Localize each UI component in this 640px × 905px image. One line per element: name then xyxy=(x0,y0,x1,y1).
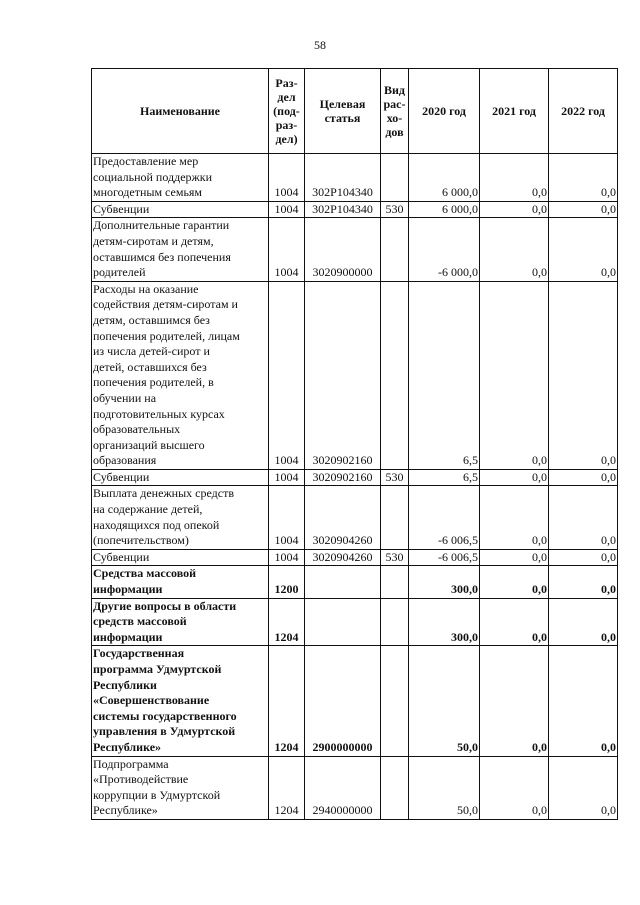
table-cell-2020: 6,5 xyxy=(409,281,480,469)
table-row xyxy=(92,566,618,598)
header-2020: 2020 год xyxy=(409,69,480,154)
table-cell-2020: -6 006,5 xyxy=(409,486,480,549)
table-cell-target: 3020904260 xyxy=(305,549,381,566)
table-cell-2021: 0,0 xyxy=(480,756,549,819)
table-cell-type: 530 xyxy=(381,469,409,486)
table-cell-target: 302P104340 xyxy=(305,201,381,218)
table-cell-target: 302P104340 xyxy=(305,154,381,202)
table-cell-2022: 0,0 xyxy=(549,201,618,218)
table-cell-section: 1004 xyxy=(269,281,305,469)
table-cell-section: 1004 xyxy=(269,154,305,202)
header-2022: 2022 год xyxy=(549,69,618,154)
table-cell-type xyxy=(381,566,409,598)
table-cell-2021: 0,0 xyxy=(480,201,549,218)
table-row xyxy=(92,469,618,486)
table-cell-name: Субвенции xyxy=(92,469,269,486)
table-row xyxy=(92,646,618,756)
table-cell-2021: 0,0 xyxy=(480,598,549,646)
table-header-row xyxy=(92,69,618,154)
table-cell-type xyxy=(381,154,409,202)
table-cell-2020: 6 000,0 xyxy=(409,201,480,218)
table-cell-target xyxy=(305,566,381,598)
table-cell-type xyxy=(381,756,409,819)
table-cell-section: 1204 xyxy=(269,598,305,646)
table-cell-2020: 300,0 xyxy=(409,566,480,598)
table-cell-type xyxy=(381,281,409,469)
table-cell-section: 1204 xyxy=(269,646,305,756)
header-section: Раз- дел (под- раз- дел) xyxy=(269,69,305,154)
table-cell-name: Средства массовой информации xyxy=(92,566,269,598)
table-cell-target: 3020900000 xyxy=(305,218,381,281)
table-cell-target: 3020902160 xyxy=(305,469,381,486)
table-cell-2022: 0,0 xyxy=(549,646,618,756)
table-cell-type: 530 xyxy=(381,201,409,218)
table-cell-2022: 0,0 xyxy=(549,486,618,549)
table-cell-name: Расходы на оказание содействия детям-сиротам и детям, оставшимся без попечения родителей, лицам из числа детей-сирот и детей, оставшихся без попечения родителей, в обучении на подготовительных курсах образовательных организаций высшего образования xyxy=(92,281,269,469)
header-2021: 2021 год xyxy=(480,69,549,154)
table-cell-section: 1204 xyxy=(269,756,305,819)
table-cell-section: 1200 xyxy=(269,566,305,598)
table-cell-name: Субвенции xyxy=(92,201,269,218)
table-cell-2021: 0,0 xyxy=(480,218,549,281)
table-cell-2020: 50,0 xyxy=(409,756,480,819)
table-cell-2022: 0,0 xyxy=(549,756,618,819)
table-cell-2020: 50,0 xyxy=(409,646,480,756)
page-number: 58 xyxy=(314,38,326,52)
table-cell-type xyxy=(381,218,409,281)
table-cell-2020: 6,5 xyxy=(409,469,480,486)
table-cell-2021: 0,0 xyxy=(480,566,549,598)
table-cell-name: Другие вопросы в области средств массовой информации xyxy=(92,598,269,646)
table-cell-target: 2940000000 xyxy=(305,756,381,819)
table-cell-2022: 0,0 xyxy=(549,218,618,281)
table-cell-type xyxy=(381,598,409,646)
header-name: Наименование xyxy=(92,69,269,154)
table-cell-2022: 0,0 xyxy=(549,469,618,486)
table-cell-2020: 300,0 xyxy=(409,598,480,646)
table-cell-section: 1004 xyxy=(269,549,305,566)
table-cell-2020: -6 006,5 xyxy=(409,549,480,566)
table-row xyxy=(92,598,618,646)
budget-table xyxy=(91,68,618,820)
table-row xyxy=(92,756,618,819)
table-cell-name: Субвенции xyxy=(92,549,269,566)
table-cell-target: 3020902160 xyxy=(305,281,381,469)
table-cell-name: Дополнительные гарантии детям-сиротам и детям, оставшимся без попечения родителей xyxy=(92,218,269,281)
table-cell-target xyxy=(305,598,381,646)
table-row xyxy=(92,154,618,202)
table-cell-section: 1004 xyxy=(269,486,305,549)
table-cell-2022: 0,0 xyxy=(549,154,618,202)
table-cell-2021: 0,0 xyxy=(480,646,549,756)
table-cell-section: 1004 xyxy=(269,201,305,218)
table-row xyxy=(92,218,618,281)
table-cell-2021: 0,0 xyxy=(480,549,549,566)
table-cell-type xyxy=(381,646,409,756)
table-cell-2021: 0,0 xyxy=(480,486,549,549)
table-cell-name: Государственная программа Удмуртской Республики «Совершенствование системы государственного управления в Удмуртской Республике» xyxy=(92,646,269,756)
table-cell-name: Выплата денежных средств на содержание детей, находящихся под опекой (попечительством) xyxy=(92,486,269,549)
table-cell-name: Подпрограмма «Противодействие коррупции в Удмуртской Республике» xyxy=(92,756,269,819)
table-cell-2022: 0,0 xyxy=(549,549,618,566)
table-row xyxy=(92,486,618,549)
header-target: Целевая статья xyxy=(305,69,381,154)
table-cell-2021: 0,0 xyxy=(480,469,549,486)
table-cell-2022: 0,0 xyxy=(549,566,618,598)
table-cell-section: 1004 xyxy=(269,218,305,281)
table-row xyxy=(92,549,618,566)
table-cell-name: Предоставление мер социальной поддержки многодетным семьям xyxy=(92,154,269,202)
table-cell-target: 3020904260 xyxy=(305,486,381,549)
table-cell-2020: -6 000,0 xyxy=(409,218,480,281)
table-cell-2021: 0,0 xyxy=(480,281,549,469)
table-row xyxy=(92,281,618,469)
table-cell-target: 2900000000 xyxy=(305,646,381,756)
table-cell-type xyxy=(381,486,409,549)
table-cell-2022: 0,0 xyxy=(549,598,618,646)
header-type: Вид рас- хо- дов xyxy=(381,69,409,154)
table-cell-type: 530 xyxy=(381,549,409,566)
table-row xyxy=(92,201,618,218)
table-cell-2021: 0,0 xyxy=(480,154,549,202)
table-cell-2022: 0,0 xyxy=(549,281,618,469)
table-cell-2020: 6 000,0 xyxy=(409,154,480,202)
table-cell-section: 1004 xyxy=(269,469,305,486)
